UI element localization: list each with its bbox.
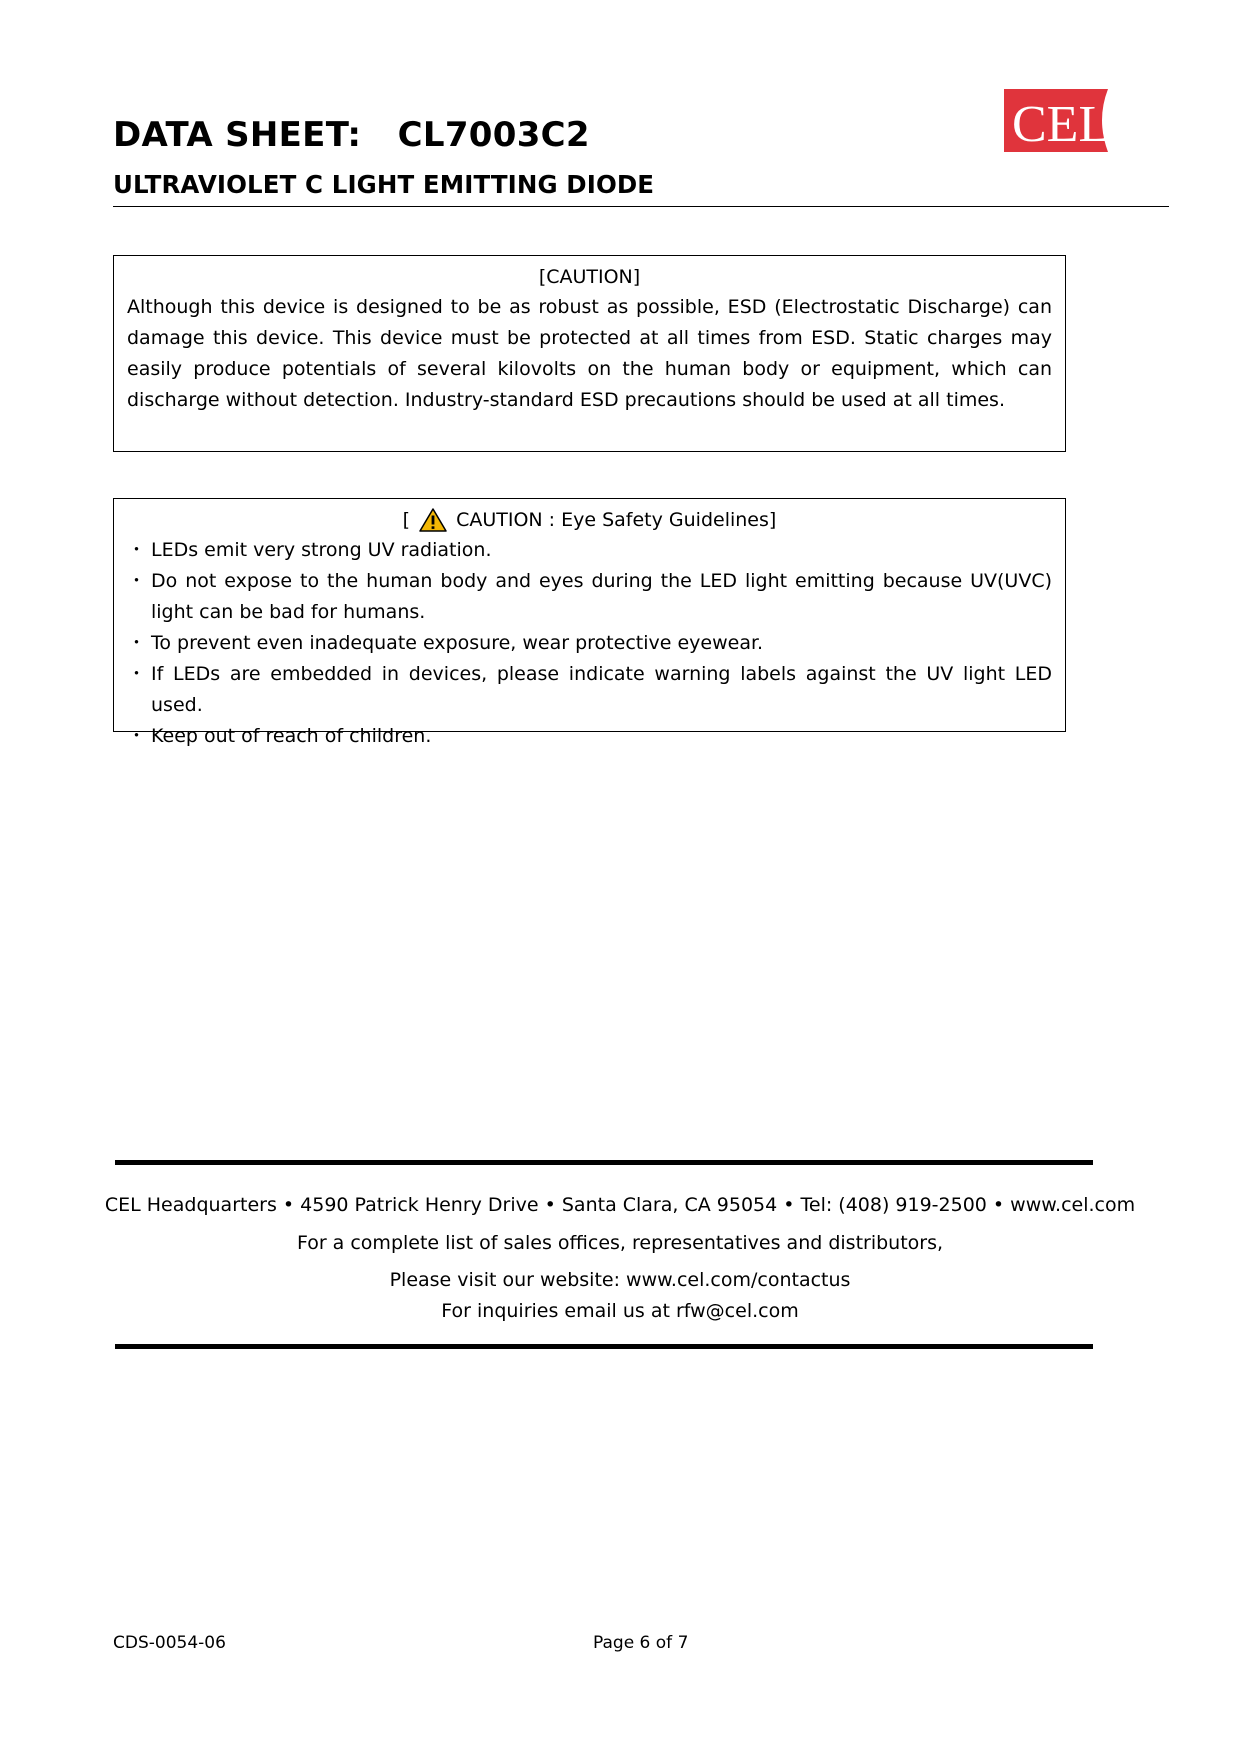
footer-bottom-divider xyxy=(115,1344,1093,1349)
caution-title: [CAUTION] xyxy=(538,266,641,288)
eye-safety-title-text: CAUTION : Eye Safety Guidelines] xyxy=(456,509,777,531)
list-item-text: Do not expose to the human body and eyes during the LED light emitting because UV(UVC) light can be bad for humans. xyxy=(151,570,1052,623)
list-item xyxy=(127,628,1052,659)
list-item-text: LEDs emit very strong UV radiation. xyxy=(151,539,492,561)
esd-caution-box xyxy=(113,255,1066,452)
page-subtitle: ULTRAVIOLET C LIGHT EMITTING DIODE xyxy=(113,170,655,199)
bullet: ・ xyxy=(127,570,147,592)
headquarters-line: CEL Headquarters • 4590 Patrick Henry Drive • Santa Clara, CA 95054 • Tel: (408) 919-2500 • www.cel.com xyxy=(104,1194,1136,1216)
bullet: ・ xyxy=(127,663,147,685)
footer-top-divider xyxy=(115,1160,1093,1165)
eye-safety-title xyxy=(127,505,1052,535)
list-item-text: Keep out of reach of children. xyxy=(151,725,432,747)
logo-text: CEL xyxy=(1012,96,1111,152)
list-item xyxy=(127,721,1052,752)
website-line: Please visit our website: www.cel.com/contactus xyxy=(389,1269,851,1291)
page-number: Page 6 of 7 xyxy=(593,1633,689,1653)
document-id: CDS-0054-06 xyxy=(113,1633,226,1653)
header-divider xyxy=(113,206,1169,207)
eye-safety-list xyxy=(127,535,1052,752)
eye-safety-title-bracket: [ xyxy=(402,509,411,531)
sales-offices-line: For a complete list of sales offices, representatives and distributors, xyxy=(296,1232,944,1254)
list-item xyxy=(127,535,1052,566)
eye-safety-box xyxy=(113,498,1066,747)
cel-logo xyxy=(1004,89,1116,152)
list-item xyxy=(127,566,1052,628)
email-line: For inquiries email us at rfw@cel.com xyxy=(441,1300,799,1322)
bullet: ・ xyxy=(127,725,147,747)
caution-body: Although this device is designed to be as robust as possible, ESD (Electrostatic Discharge) can damage this device. This device must be protected at all times from ESD. Static charges may easily produce potentials of several kilovolts on the human body or equipment, which can discharge without detection. Industry-standard ESD precautions should be used at all times. xyxy=(127,296,1052,411)
bullet: ・ xyxy=(127,539,147,561)
list-item-text: If LEDs are embedded in devices, please indicate warning labels against the UV light LED used. xyxy=(151,663,1052,716)
bullet: ・ xyxy=(127,632,147,654)
page-title: DATA SHEET: CL7003C2 xyxy=(113,115,590,155)
list-item-text: To prevent even inadequate exposure, wear protective eyewear. xyxy=(151,632,764,654)
warning-triangle-icon xyxy=(418,507,448,533)
list-item xyxy=(127,659,1052,721)
